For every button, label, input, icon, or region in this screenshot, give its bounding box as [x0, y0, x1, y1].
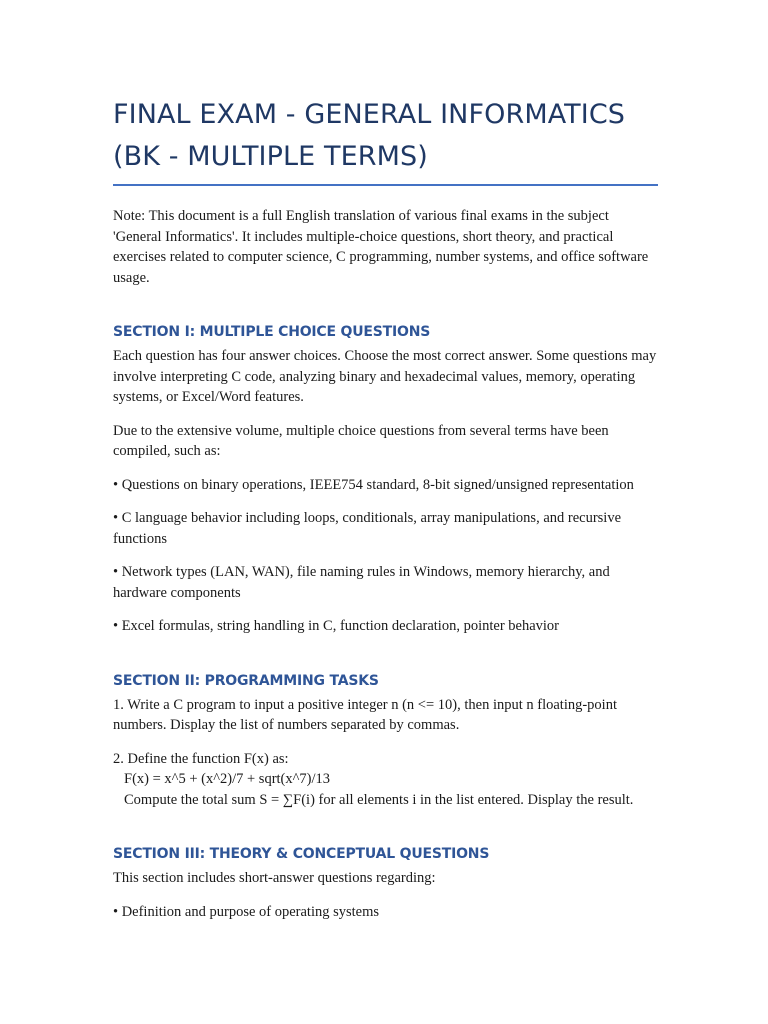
document-title — [113, 94, 658, 186]
task-1: 1. Write a C program to input a positive integer n (n <= 10), then input n floating-point numbers. Display the list of numbers separated by commas. — [113, 696, 617, 733]
section-heading: SECTION I: MULTIPLE CHOICE QUESTIONS — [113, 324, 431, 340]
bullet-item: • Excel formulas, string handling in C, function declaration, pointer behavior — [113, 618, 560, 634]
section-2 — [113, 671, 658, 811]
paragraph: Due to the extensive volume, multiple choice questions from several terms have been compiled, such as: — [113, 422, 609, 459]
paragraph: Each question has four answer choices. Choose the most correct answer. Some questions may involve interpreting C code, analyzing binary and hexadecimal values, memory, operating systems, or Excel/Word features. — [113, 348, 657, 405]
task-2 — [113, 749, 658, 811]
task-2-formula: F(x) = x^5 + (x^2)/7 + sqrt(x^7)/13 — [124, 771, 331, 787]
bullet-item: • Definition and purpose of operating systems — [113, 903, 380, 920]
section-1 — [113, 322, 658, 637]
paragraph: This section includes short-answer questions regarding: — [113, 870, 436, 886]
section-heading: SECTION II: PROGRAMMING TASKS — [113, 672, 379, 689]
section-heading: SECTION III: THEORY & CONCEPTUAL QUESTIONS — [113, 846, 490, 862]
bullet-item: • Network types (LAN, WAN), file naming rules in Windows, memory hierarchy, and hardware components — [113, 564, 610, 601]
title-line-1: FINAL EXAM - GENERAL INFORMATICS — [113, 99, 626, 130]
task-2-compute: Compute the total sum S = ∑F(i) for all elements i in the list entered. Display the result. — [124, 791, 634, 808]
bullet-item: • Questions on binary operations, IEEE754 standard, 8-bit signed/unsigned representation — [113, 476, 634, 493]
title-line-2: (BK - MULTIPLE TERMS) — [113, 141, 428, 172]
bullet-item: • C language behavior including loops, conditionals, array manipulations, and recursive functions — [113, 510, 622, 547]
task-2-intro: 2. Define the function F(x) as: — [113, 750, 289, 767]
section-3 — [113, 844, 658, 922]
note-paragraph: Note: This document is a full English translation of various final exams in the subject 'General Informatics'. It includes multiple-choice questions, short theory, and practical exercises related to computer science, C programming, number systems, and office software usage. — [113, 208, 649, 286]
document-page — [113, 94, 658, 922]
